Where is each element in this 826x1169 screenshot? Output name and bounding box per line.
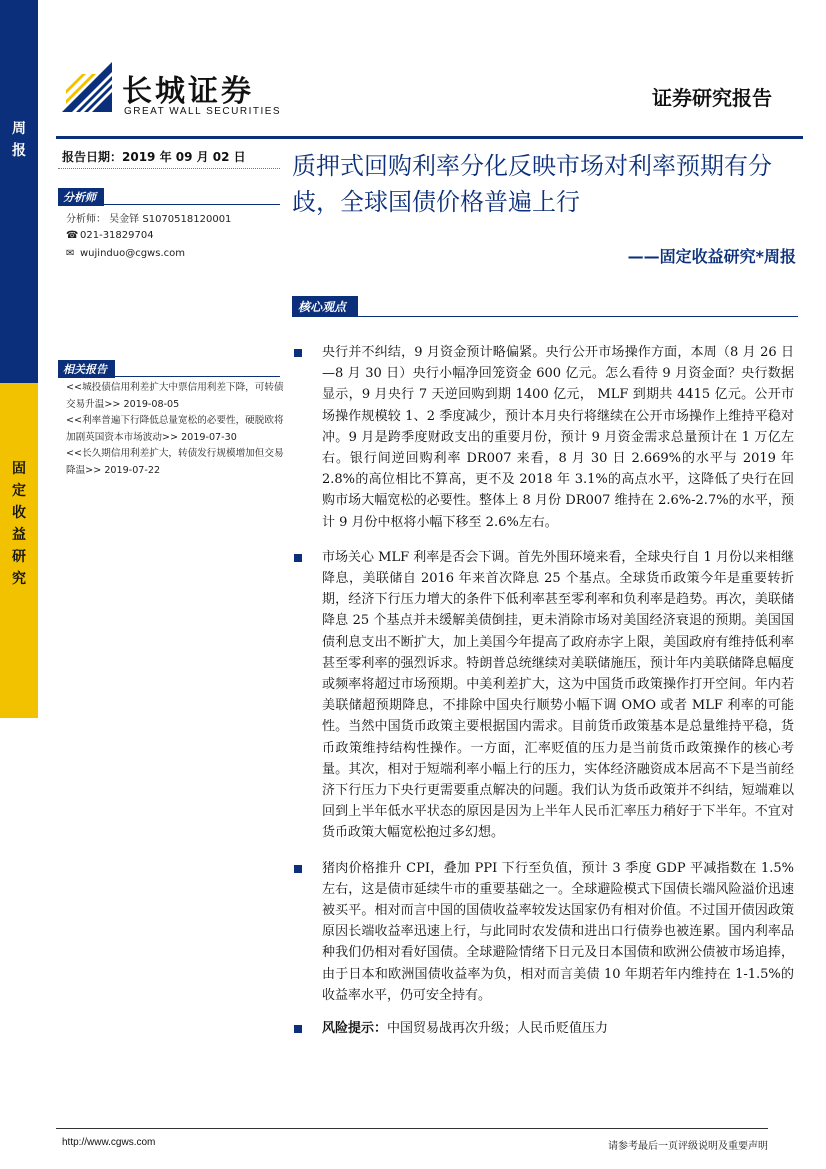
analyst-email xyxy=(66,248,185,259)
bullet-square-icon xyxy=(294,1025,302,1033)
bullet-square-icon xyxy=(294,349,302,357)
core-views-list xyxy=(294,342,794,1039)
analyst-section-tag: 分析师 xyxy=(58,188,104,206)
bullet-text: 猪肉价格推升 CPI，叠加 PPI 下行至负值，预计 3 季度 GDP 平减指数在 1.5%左右，这是债市延续牛市的重要基础之一。全球避险模式下国债长端风险溢价迅速被买平。相对而言中国的国债收益率较发达国家仍有相对价值。不过国开债因政策原因长端收益率迅速上行，与此同时农发债和进出口行债券也被连累。国内利率品种我们仍相对看好国债。全球避险情绪下日元及日本国债和欧洲公债被市场追捧，由于日本和欧洲国债收益率为负，相对而言美债 10 年期若年内维持在 1-1.5%的收益率水平，仍可安全持有。 xyxy=(322,860,794,1003)
related-report-item[interactable]: <<城投债信用利差扩大中票信用利差下降，可转债交易升温>> 2019-08-05 xyxy=(66,382,284,410)
bullet-square-icon xyxy=(294,554,302,562)
phone-number: 021-31829704 xyxy=(80,230,154,241)
footer-disclaimer: 请参考最后一页评级说明及重要声明 xyxy=(608,1141,768,1152)
risk-paragraph xyxy=(294,1018,794,1039)
dotted-divider xyxy=(58,168,280,169)
report-type-label: 证券研究报告 xyxy=(652,86,772,110)
logo-chinese-name: 长城证券 xyxy=(122,74,254,109)
related-reports-list xyxy=(66,380,284,479)
analyst-phone xyxy=(66,230,154,241)
email-address[interactable]: wujinduo@cgws.com xyxy=(80,248,185,259)
analyst-name: 分析师： 吴金铎 S1070518120001 xyxy=(66,214,232,225)
related-report-item[interactable]: <<利率普遍下行降低总量宽松的必要性，硬脱欧将加剧英国资本市场波动>> 2019-07-30 xyxy=(66,415,284,443)
bullet-text: 市场关心 MLF 利率是否会下调。首先外围环境来看，全球央行自 1 月份以来相继降息，美联储自 2016 年来首次降息 25 个基点。全球货币政策今年是重要转折期，经济下行压力增大的条件下低利率甚至零利率和负利率是趋势。再次，美联储降息 25 个基点并未缓解美债倒挂，更未消除市场对美国经济衰退的预期。美国国债利息支出不断扩大，加上美国今年提高了政府赤字上限，美国政府有维持低利率甚至零利率的强烈诉求。特朗普总统继续对美联储施压，预计年内美联储降息幅度或频率将超过市场预期。中美利差扩大，这为中国货币政策操作打开空间。年内若美联储超预期降息，不排除中国央行顺势小幅下调 OMO 或者 MLF 利率的可能性。当然中国货币政策主要根据国内需求。目前货币政策基本是总量维持平稳，货币政策维持结构性操作。一方面，汇率贬值的压力是当前货币政策操作的核心考量。其次，相对于短端利率小幅上行的压力，实体经济融资成本居高不下是当前经济下行压力下央行更需要重点解决的问题。我们认为货币政策并不纠结，短端难以回到上半年低水平状态的原因是因为上半年人民币汇率压力稍好于下半年。不宜对货币政策大幅宽松抱过多幻想。 xyxy=(322,549,794,841)
bullet-paragraph xyxy=(294,858,794,1006)
footer-divider xyxy=(56,1128,768,1129)
risk-label: 风险提示： xyxy=(322,1021,388,1037)
footer-url-link[interactable]: http://www.cgws.com xyxy=(62,1137,156,1148)
report-title: 质押式回购利率分化反映市场对利率预期有分歧，全球国债价格普遍上行 xyxy=(292,152,772,216)
phone-icon: ☎ xyxy=(66,230,79,241)
related-reports-line xyxy=(58,376,280,377)
analyst-section-line xyxy=(58,204,280,205)
bullet-paragraph xyxy=(294,547,794,844)
related-reports-tag: 相关报告 xyxy=(58,360,115,378)
bullet-text: 央行并不纠结，9 月资金预计略偏紧。央行公开市场操作方面，本周（8 月 26 日—8 月 30 日）央行小幅净回笼资金 600 亿元。怎么看待 9 月资金面？央行数据显示，9 月央行 7 天逆回购到期 1400 亿元， MLF 到期共 4415 亿元。公开市场操作规模较 1、2 季度减少，预计本月央行将继续在公开市场操作上维持平稳对冲。9 月是跨季度财政支出的重要月份，预计 9 月资金需求总量预计在 1 万亿左右。银行间逆回购利率 DR007 来看，8 月 30 日 2.669%的水平与 2019 年 2.8%的高位相比不算高，更不及 2018 年 3.1%的高点水平，这降低了央行在回购市场大幅宽松的必要性。整体上 8 月份 DR007 维持在 2.6%-2.7%的水平，预计 9 月份中枢将小幅下移至 2.6%左右。 xyxy=(322,345,794,530)
bullet-paragraph xyxy=(294,342,794,533)
bullet-square-icon xyxy=(294,865,302,873)
report-date: 报告日期：2019 年 09 月 02 日 xyxy=(62,150,246,164)
logo-icon xyxy=(62,62,112,112)
side-band-top xyxy=(0,0,38,383)
band-label-fixed-income: 固 定 收 益 研 究 xyxy=(12,461,26,587)
header-divider xyxy=(56,136,803,139)
risk-text: 中国贸易战再次升级；人民币贬值压力 xyxy=(387,1021,609,1037)
logo-english-name: GREAT WALL SECURITIES xyxy=(124,106,282,117)
report-subtitle: ——固定收益研究*周报 xyxy=(627,247,796,266)
band-label-weekly: 周 报 xyxy=(12,121,26,159)
core-views-tag: 核心观点 xyxy=(292,296,358,317)
core-views-line xyxy=(292,316,798,317)
mail-icon: ✉ xyxy=(66,248,75,259)
related-report-item[interactable]: <<长久期信用利差扩大，转债发行规模增加但交易降温>> 2019-07-22 xyxy=(66,448,284,476)
